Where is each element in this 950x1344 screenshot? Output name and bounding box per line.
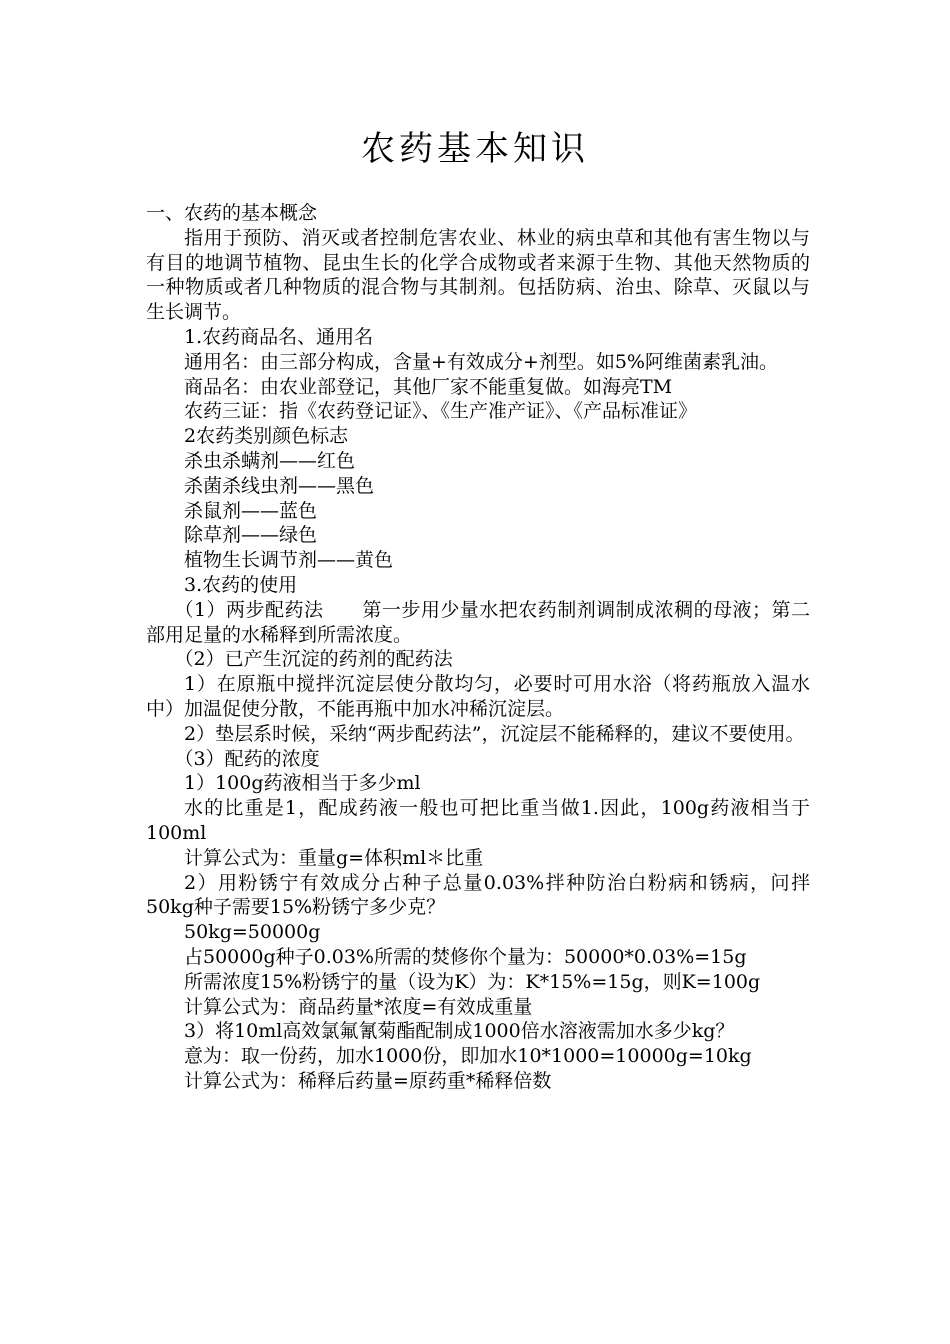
list-item: 杀菌杀线虫剂——黑色 [184,474,375,497]
paragraph: 1）在原瓶中搅拌沉淀层使分散均匀，必要时可用水浴（将药瓶放入温水中）加温促使分散，不能再瓶中加水冲稀沉淀层。 [146,673,810,720]
paragraph: 2）用粉锈宁有效成分占种子总量0.03%拌种防治白粉病和锈病，问拌50kg种子需要15%粉锈宁多少克？ [146,871,810,919]
paragraph: 3）将10ml高效氯氟氰菊酯配制成1000倍水溶液需加水多少kg？ [184,1020,735,1043]
paragraph: 意为：取一份药，加水1000份，即加水10*1000=10000g=10kg [184,1045,752,1068]
formula: 计算公式为：商品药量*浓度=有效成重量 [184,995,533,1018]
list-item: 杀鼠剂——蓝色 [184,499,318,522]
paragraph: 1）100g药液相当于多少ml [184,772,421,795]
formula: 计算公式为：重量g=体积ml＊比重 [184,846,484,869]
document-body [146,201,810,1094]
paragraph: 通用名：由三部分构成，含量+有效成分+剂型。如5%阿维菌素乳油。 [184,350,778,373]
document-title: 农药基本知识 [361,129,589,169]
list-item: 除草剂——绿色 [184,524,318,547]
subheading: 3.农药的使用 [184,573,298,596]
paragraph: 指用于预防、消灭或者控制危害农业、林业的病虫草和其他有害生物以与有目的地调节植物、昆虫生长的化学合成物或者来源于生物、其他天然物质的一种物质或者几种物质的混合物与其制剂。包括防病、治虫、除草、灭鼠以与生长调节。 [146,226,810,324]
list-item: 植物生长调节剂——黄色 [184,549,394,572]
paragraph: 所需浓度15%粉锈宁的量（设为K）为：K*15%=15g，则K=100g [184,970,761,993]
formula: 计算公式为：稀释后药量=原药重*稀释倍数 [184,1069,552,1092]
subheading: 2农药类别颜色标志 [184,425,349,448]
paragraph: 2）垫层系时候，采纳“两步配药法”，沉淀层不能稀释的，建议不要使用。 [184,722,805,745]
section-heading: 一、农药的基本概念 [146,202,318,224]
paragraph: （1）两步配药法 第一步用少量水把农药制剂调制成浓稠的母液；第二部用足量的水稀释到所需浓度。 [146,598,810,646]
paragraph: 商品名：由农业部登记，其他厂家不能重复做。如海亮TM [184,375,673,398]
list-item: 杀虫杀螨剂——红色 [184,449,356,472]
paragraph: 50kg=50000g [184,921,321,944]
paragraph: 水的比重是1，配成药液一般也可把比重当做1.因此，100g药液相当于100ml [146,797,810,844]
paragraph: 农药三证：指《农药登记证》、《生产准产证》、《产品标准证》 [184,400,698,423]
subheading: （3）配药的浓度 [174,747,320,770]
subheading: （2）已产生沉淀的药剂的配药法 [174,648,453,671]
subheading: 1.农药商品名、通用名 [184,325,374,348]
paragraph: 占50000g种子0.03%所需的焚修你个量为：50000*0.03%=15g [184,945,747,968]
